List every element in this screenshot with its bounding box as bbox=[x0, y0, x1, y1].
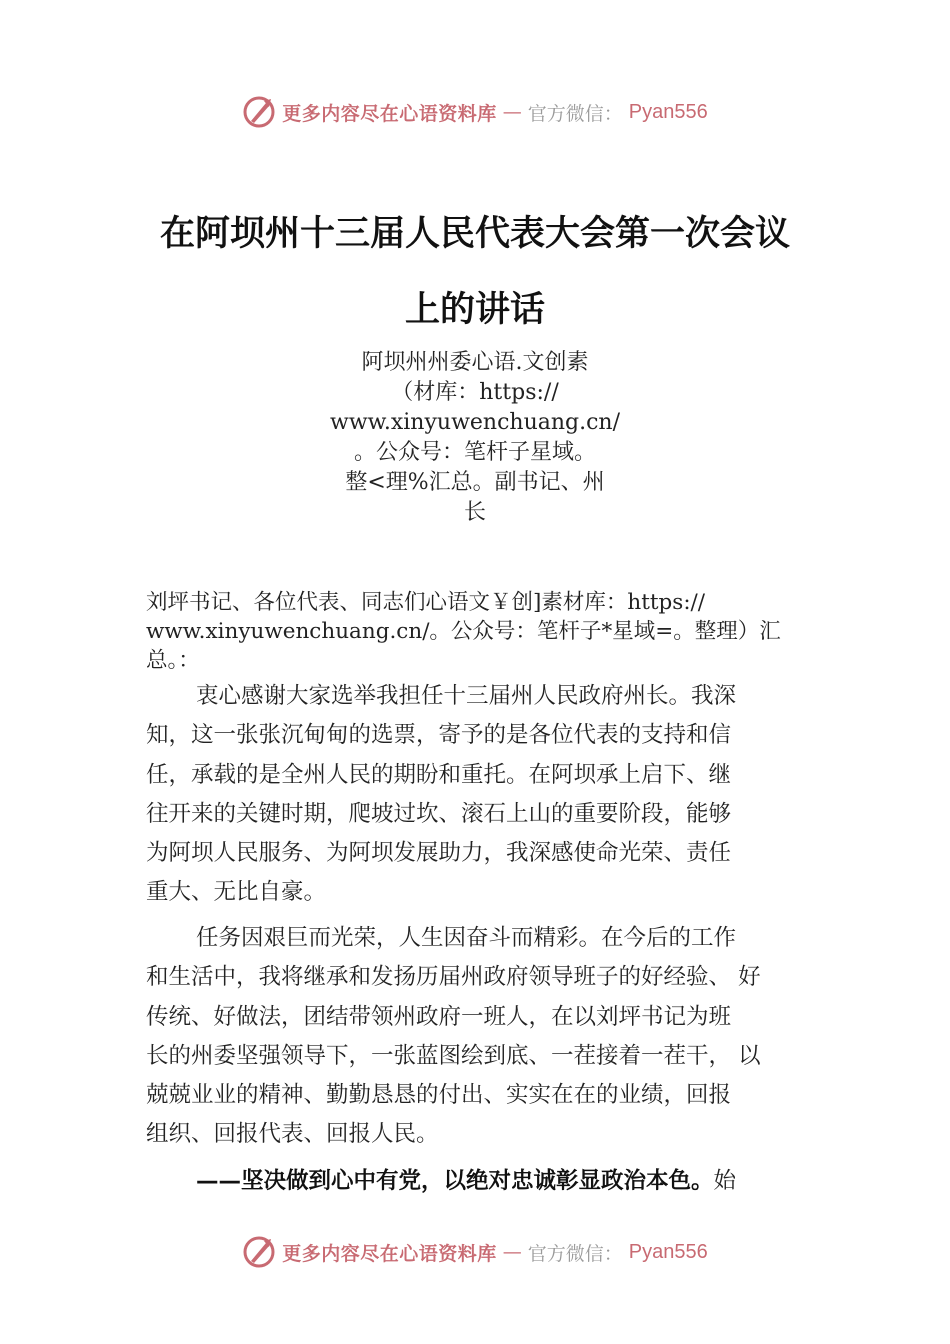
banner-wechat-id: Pyan556 bbox=[628, 1240, 708, 1263]
paragraph-line: 为阿坝人民服务、为阿坝发展助力，我深感使命光荣、责任 bbox=[146, 840, 732, 867]
byline bbox=[300, 348, 650, 528]
paragraph-1 bbox=[146, 677, 826, 913]
banner-wechat-label: 官方微信： bbox=[527, 1242, 623, 1265]
paragraph-line: 重大、无比自豪。 bbox=[146, 879, 327, 906]
banner-wechat-label: 官方微信： bbox=[527, 102, 623, 125]
byline-line: （材库：https:// bbox=[391, 380, 559, 405]
paragraph-line: 任务因艰巨而光荣，人生因奋斗而精彩。在今后的工作 bbox=[196, 925, 737, 951]
paragraph-line: 兢兢业业的精神、勤勤恳恳的付出、实实在在的业绩，回报 bbox=[146, 1082, 732, 1109]
salutation-line: www.xinyuwenchuang.cn/。公众号：笔杆子*星域=。整理）汇 bbox=[146, 619, 781, 644]
footer-banner bbox=[0, 1232, 950, 1272]
section-heading: ——坚决做到心中有党，以绝对忠诚彰显政治本色。 bbox=[196, 1168, 714, 1194]
paragraph-line: 长的州委坚强领导下，一张蓝图绘到底、一茬接着一茬干， 以 bbox=[146, 1042, 761, 1069]
paragraph-line: 任，承载的是全州人民的期盼和重托。在阿坝承上启下、继 bbox=[146, 761, 732, 788]
paragraph-line: 组织、回报代表、回报人民。 bbox=[146, 1121, 439, 1148]
quill-pen-logo-icon bbox=[242, 95, 276, 129]
header-banner bbox=[0, 92, 950, 132]
banner-dash: — bbox=[502, 101, 522, 123]
paragraph-line bbox=[146, 1162, 826, 1201]
banner-text: 更多内容尽在心语资料库 bbox=[282, 1242, 497, 1265]
byline-line: 长 bbox=[463, 500, 486, 525]
salutation-line: 总。： bbox=[146, 648, 200, 673]
document-title-line-1: 在阿坝州十三届人民代表大会第一次会议 bbox=[159, 214, 790, 254]
salutation-line: 刘坪书记、各位代表、同志们心语文￥创]素材库：https:// bbox=[146, 590, 706, 615]
byline-line: 整<理%汇总。副书记、州 bbox=[345, 470, 605, 495]
paragraph-line: 和生活中，我将继承和发扬历届州政府领导班子的好经验、 好 bbox=[146, 964, 761, 991]
salutation bbox=[146, 588, 846, 675]
paragraph-line: 知，这一张张沉甸甸的选票，寄予的是各位代表的支持和信 bbox=[146, 722, 732, 749]
paragraph-line: 传统、好做法，团结带领州政府一班人，在以刘坪书记为班 bbox=[146, 1003, 732, 1030]
paragraph-line: 衷心感谢大家选举我担任十三届州人民政府州长。我深 bbox=[196, 683, 737, 709]
paragraph-2 bbox=[146, 919, 826, 1155]
quill-pen-logo-icon bbox=[242, 1235, 276, 1269]
byline-line: 。公众号：笔杆子星域。 bbox=[353, 440, 596, 465]
paragraph-line: 往开来的关键时期，爬坡过坎、滚石上山的重要阶段，能够 bbox=[146, 800, 732, 827]
byline-line: 阿坝州州委心语.文创素 bbox=[361, 350, 589, 375]
paragraph-3 bbox=[146, 1162, 826, 1201]
banner-dash: — bbox=[502, 1241, 522, 1263]
banner-text: 更多内容尽在心语资料库 bbox=[282, 102, 497, 125]
byline-line: www.xinyuwenchuang.cn/ bbox=[329, 410, 621, 435]
banner-wechat-id: Pyan556 bbox=[628, 100, 708, 123]
paragraph-text: 始 bbox=[713, 1168, 737, 1194]
document-title-line-2: 上的讲话 bbox=[404, 290, 545, 330]
